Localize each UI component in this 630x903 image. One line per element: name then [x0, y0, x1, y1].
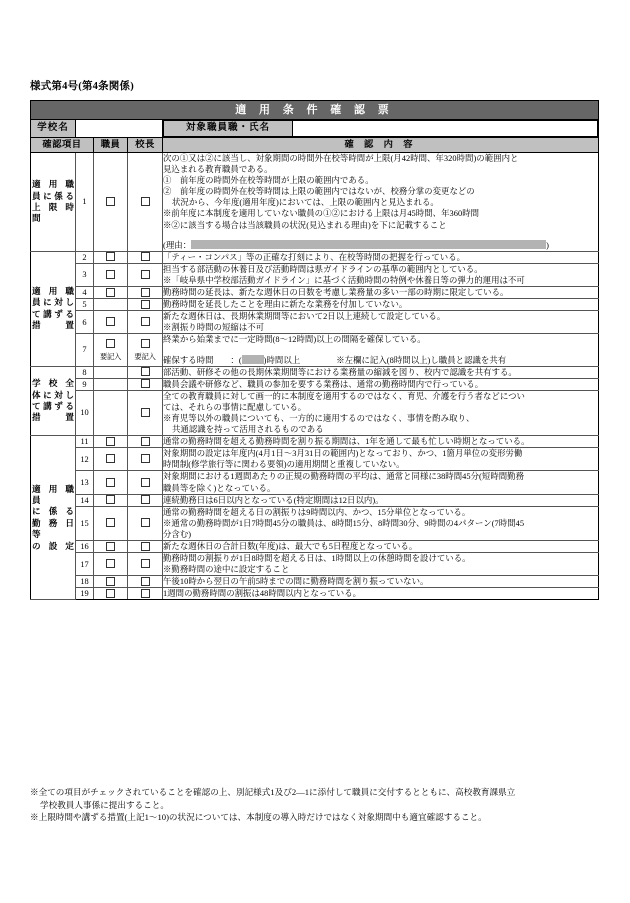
checkbox[interactable]: [141, 518, 150, 527]
content-line: 担当する部活動の休養日及び活動時間は県ガイドラインの基準の範囲内としている。: [163, 264, 483, 274]
row-content: [163, 311, 599, 334]
checkbox[interactable]: [106, 437, 115, 446]
staff-check-cell: [94, 378, 128, 390]
checkbox[interactable]: [141, 437, 150, 446]
content-line: 新たな週休日は、長期休業期間等において2日以上連続して設定している。: [163, 312, 446, 322]
row-group-label-line: 等: [32, 529, 41, 540]
row-content: [163, 448, 599, 471]
row-number: 16: [76, 541, 94, 553]
principal-check-cell: [128, 448, 163, 471]
row-content: [163, 287, 599, 299]
row-group-label-line: 適 用 職: [32, 483, 74, 494]
row-content: [163, 251, 599, 263]
content-line: 終業から始業までに一定時間(8～12時間)以上の間隔を確保している。: [163, 335, 426, 345]
principal-check-cell: [128, 471, 163, 494]
checkbox[interactable]: [141, 339, 150, 348]
row-number: 15: [76, 506, 94, 540]
row-number: 5: [76, 299, 94, 311]
column-header-content: 確 認 内 容: [163, 138, 599, 153]
row-group-label-line: に 係 る: [32, 506, 74, 517]
table-row: [31, 251, 599, 263]
content-line: ① 前年度の時間外在校等時間が上限の範囲内である。: [163, 176, 374, 186]
row-group-label: [31, 436, 76, 600]
column-header-principal: 校長: [128, 138, 163, 153]
content-line: ② 前年度の時間外在校等時間は上限の範囲内ではないが、校務分掌の変更などの: [163, 187, 475, 197]
checkbox[interactable]: [141, 379, 150, 388]
row-content: [163, 366, 599, 378]
checkbox[interactable]: [106, 577, 115, 586]
row-group-label-line: 措 置: [32, 320, 74, 331]
row-number: 9: [76, 378, 94, 390]
secure-hours-unit: )時間以上: [263, 355, 301, 365]
checkbox[interactable]: [106, 542, 115, 551]
form-number: 様式第4号(第4条関係): [30, 81, 134, 92]
staff-check-cell: [94, 263, 128, 286]
content-line: 状況から、今年度(適用年度)においては、上限の範囲内と見込まれる。: [172, 198, 439, 208]
staff-check-cell: [94, 471, 128, 494]
row-group-label: [31, 366, 76, 436]
row-number: 3: [76, 263, 94, 286]
checkbox[interactable]: [106, 197, 115, 206]
staff-name-label: 対象職員職・氏名: [164, 121, 293, 137]
content-line: 時間制(修学旅行等に関わる要領)の適用期間と重複していない。: [163, 460, 405, 470]
checkbox[interactable]: [106, 559, 115, 568]
content-line: 通常の勤務時間を超える日の割振りは9時間以内、かつ、15分単位となっている。: [163, 507, 471, 517]
row-content: [163, 436, 599, 448]
row-group-label-line: て講ずる: [32, 400, 74, 411]
checkbox[interactable]: [141, 478, 150, 487]
secure-hours-input[interactable]: [242, 355, 264, 364]
checkbox[interactable]: [141, 252, 150, 261]
content-line: 勤務時間を延長したことを理由に新たな業務を付加していない。: [163, 300, 408, 310]
checkbox[interactable]: [141, 288, 150, 297]
staff-check-cell: [94, 506, 128, 540]
staff-check-cell: [94, 541, 128, 553]
checkbox[interactable]: [141, 408, 150, 417]
staff-check-cell: [94, 390, 128, 435]
checkbox[interactable]: [141, 495, 150, 504]
principal-check-cell: [128, 436, 163, 448]
row-number: 8: [76, 366, 94, 378]
checkbox[interactable]: [106, 589, 115, 598]
row-number: 11: [76, 436, 94, 448]
staff-name-input[interactable]: [293, 121, 598, 137]
row-group-label-line: 員: [32, 495, 41, 506]
table-row: [31, 541, 599, 553]
principal-check-cell: [128, 553, 163, 576]
checkbox[interactable]: [106, 252, 115, 261]
applicability-check-table: [30, 100, 599, 600]
checkbox[interactable]: [141, 197, 150, 206]
content-line: 1週間の勤務時間の割振は48時間以内となっている。: [163, 589, 362, 599]
content-line: 分含む): [163, 529, 192, 539]
table-row: [31, 553, 599, 576]
checkbox[interactable]: [141, 542, 150, 551]
content-line: ※②に該当する場合は当該職員の状況(見込まれる理由)を下に記載すること: [163, 220, 447, 230]
row-number: 14: [76, 494, 94, 506]
row-group-label-line: 適 用 職: [32, 285, 74, 296]
checkbox[interactable]: [106, 317, 115, 326]
row-content: [163, 576, 599, 588]
page-title: 適 用 条 件 確 認 票: [31, 101, 599, 120]
principal-check-cell: [128, 390, 163, 435]
staff-check-cell: [94, 299, 128, 311]
column-header-row: [31, 138, 599, 153]
table-row: [31, 334, 599, 366]
checkbox[interactable]: [106, 454, 115, 463]
row-group-label: [31, 251, 76, 366]
principal-check-cell: [128, 299, 163, 311]
row-group-label-line: 員に対し: [32, 297, 74, 308]
staff-check-cell: [94, 448, 128, 471]
row-group-label-line: 体に対し: [32, 389, 74, 400]
content-line: 全ての教育職員に対して画一的に本制度を適用するのではなく、育児、介護を行う者などについ: [163, 391, 525, 401]
checkbox[interactable]: [141, 454, 150, 463]
principal-check-cell: [128, 588, 163, 600]
principal-check-cell: [128, 334, 163, 366]
table-row: [31, 311, 599, 334]
secure-hours-note: ※左欄に記入(8時間以上)し職員と認識を共有: [336, 355, 507, 365]
footer-note-line: ※全ての項目がチェックされていることを確認の上、別記様式1及び2―1に添付して職員に交付するとともに、高校教育課県立: [30, 787, 516, 797]
secure-hours-line: [163, 355, 598, 366]
content-line: 職員等を除く)となっている。: [163, 483, 276, 493]
principal-check-cell: [128, 153, 163, 252]
school-name-label: 学校名: [31, 120, 76, 138]
checkbox[interactable]: [141, 559, 150, 568]
principal-check-cell: [128, 576, 163, 588]
checkbox[interactable]: [141, 270, 150, 279]
reason-entry-line: [163, 240, 598, 251]
row-content: [163, 553, 599, 576]
staff-check-cell: [94, 576, 128, 588]
checkbox[interactable]: [106, 339, 115, 348]
content-line: 通常の勤務時間を超える勤務時間を割り振る期間は、1年を通して最も忙しい時期となっている。: [163, 437, 530, 447]
row-group-label-line: 上 限 時: [32, 201, 74, 212]
row-group-label-line: 学 校 全: [32, 378, 74, 389]
principal-check-cell: [128, 494, 163, 506]
table-row: [31, 263, 599, 286]
reason-close-paren: ): [546, 240, 549, 250]
table-row: [31, 366, 599, 378]
row-content: [163, 153, 599, 252]
staff-check-cell: [94, 251, 128, 263]
content-line: ※通常の勤務時間が1日7時間45分の職員は、8時間15分、8時間30分、9時間の4パターン(7時間45: [163, 518, 525, 528]
staff-check-cell: [94, 287, 128, 299]
row-group-label-line: の 設 定: [32, 540, 74, 551]
checkbox[interactable]: [141, 589, 150, 598]
table-row: [31, 390, 599, 435]
row-group-label-line: 間: [32, 213, 41, 224]
content-line: 部活動、研修その他の長期休業期間等における業務量の縮減を図り、校内で認識を共有する。: [163, 367, 517, 377]
school-name-input[interactable]: [76, 120, 163, 138]
footer-note-line: 学校教員人事係に提出すること。: [40, 799, 169, 810]
principal-check-cell: [128, 263, 163, 286]
content-line: 対象期間における1週間あたりの正規の勤務時間の平均は、通常と同様に38時間45分(短時間勤務: [163, 472, 525, 482]
content-line: 勤務時間の割振りが1日8時間を超える日は、1時間以上の休憩時間を設けている。: [163, 554, 471, 564]
table-row: [31, 471, 599, 494]
principal-check-cell: [128, 541, 163, 553]
checkbox[interactable]: [106, 518, 115, 527]
table-row: [31, 153, 599, 252]
row-content: [163, 588, 599, 600]
staff-check-cell: [94, 366, 128, 378]
secure-hours-label: 確保する時間 ：(: [163, 355, 242, 365]
principal-check-cell: [128, 366, 163, 378]
staff-check-cell: [94, 494, 128, 506]
principal-check-cell: [128, 506, 163, 540]
content-line: 連続勤務日は6日以内となっている(特定期間は12日以内)。: [163, 495, 384, 505]
reason-label: (理由：: [163, 240, 192, 250]
content-line: 次の①又は②に該当し、対象期間の時間外在校等時間が上限(月42時間、年320時間)の範囲内と: [163, 154, 519, 163]
row-group-label-line: 措 置: [32, 412, 74, 423]
footer-notes: [30, 786, 602, 824]
checkbox[interactable]: [106, 270, 115, 279]
checkbox[interactable]: [141, 317, 150, 326]
principal-check-cell: [128, 378, 163, 390]
content-line: 共通認識を持って活用されるものである: [172, 425, 324, 435]
row-group-label-line: て講ずる: [32, 308, 74, 319]
footer-note-line: ※上限時間や講ずる措置(上記1～10)の状況については、本制度の導入時だけではなく対象期間中も適宜確認すること。: [30, 812, 487, 823]
table-row: [31, 378, 599, 390]
checkbox[interactable]: [141, 577, 150, 586]
checkbox[interactable]: [141, 300, 150, 309]
staff-check-cell: [94, 311, 128, 334]
table-row: [31, 588, 599, 600]
title-row: [31, 101, 599, 120]
row-content: [163, 378, 599, 390]
content-line: 対象期間の設定は年度内(4月1日～3月31日の範囲内)となっており、かつ、1箇月単位の変形労働: [163, 449, 523, 459]
table-row: [31, 299, 599, 311]
row-number: 17: [76, 553, 94, 576]
table-row: [31, 506, 599, 540]
row-content: [163, 506, 599, 540]
row-number: 7: [76, 334, 94, 366]
content-line: ※育児等以外の職員についても、一方的に適用するのではなく、事情を酌み取り、: [163, 413, 475, 423]
row-number: 10: [76, 390, 94, 435]
row-number: 4: [76, 287, 94, 299]
checkbox[interactable]: [106, 288, 115, 297]
principal-check-stack: [128, 337, 162, 364]
row-number: 6: [76, 311, 94, 334]
table-row: [31, 436, 599, 448]
staff-check-cell: [94, 553, 128, 576]
row-content: [163, 390, 599, 435]
row-content: [163, 263, 599, 286]
table-row: [31, 448, 599, 471]
row-content: [163, 299, 599, 311]
row-group-label-line: 員に係る: [32, 190, 74, 201]
name-row: [31, 120, 599, 138]
content-line: ※勤務時間の途中に設定すること: [163, 565, 290, 575]
row-group-label-line: 勤 務 日: [32, 517, 74, 528]
checkbox[interactable]: [106, 495, 115, 504]
content-line: 見込まれる教育職員である。: [163, 165, 273, 175]
row-number: 1: [76, 153, 94, 252]
row-content: [163, 334, 599, 366]
content-line: 職員会議や研修など、職員の参加を要する業務は、通常の勤務時間内で行っている。: [163, 379, 484, 389]
principal-require-entry-note: 要記入: [134, 352, 156, 362]
content-line: ※前年度に本制度を適用していない職員の①②における上限は月45時間、年360時間: [163, 209, 480, 219]
content-line: 午後10時から翌日の午前5時までの間に勤務時間を割り振っていない。: [163, 577, 429, 587]
row-group-label-line: 適 用 職: [32, 179, 74, 190]
column-header-staff: 職員: [94, 138, 128, 153]
reason-input[interactable]: [191, 240, 546, 249]
staff-check-stack: [94, 337, 127, 364]
principal-check-cell: [128, 311, 163, 334]
row-number: 19: [76, 588, 94, 600]
row-content: [163, 494, 599, 506]
table-row: [31, 576, 599, 588]
column-header-item: 確認項目: [31, 138, 94, 153]
staff-require-entry-note: 要記入: [99, 352, 122, 362]
row-number: 18: [76, 576, 94, 588]
principal-check-cell: [128, 251, 163, 263]
checkbox[interactable]: [106, 478, 115, 487]
row-number: 2: [76, 251, 94, 263]
principal-check-cell: [128, 287, 163, 299]
staff-check-cell: [94, 588, 128, 600]
content-line: 勤務時間の延長は、新たな週休日の日数を考慮し業務量の多い一部の時期に限定している。: [163, 288, 509, 298]
row-content: [163, 541, 599, 553]
staff-check-cell: [94, 153, 128, 252]
content-line: ※割振り時間の短縮は不可: [163, 323, 265, 333]
content-line: ※「岐阜県中学校部活動ガイドライン」に基づく活動時間の特例や休養日等の弾力的運用は不可: [163, 275, 525, 285]
staff-check-cell: [94, 436, 128, 448]
row-number: 13: [76, 471, 94, 494]
table-row: [31, 494, 599, 506]
table-row: [31, 287, 599, 299]
staff-name-cell: [163, 120, 599, 138]
row-content: [163, 471, 599, 494]
row-group-label: [31, 153, 76, 252]
content-line: 新たな週休日の合計日数(年度)は、最大でも5日程度となっている。: [163, 542, 418, 551]
staff-check-cell: [94, 334, 128, 366]
row-number: 12: [76, 448, 94, 471]
content-line: 「ティー・コンパス」等の正確な打刻により、在校等時間の把握を行っている。: [163, 252, 466, 262]
checkbox[interactable]: [141, 367, 150, 376]
content-line: ては、それらの事情に配慮している。: [163, 402, 307, 412]
